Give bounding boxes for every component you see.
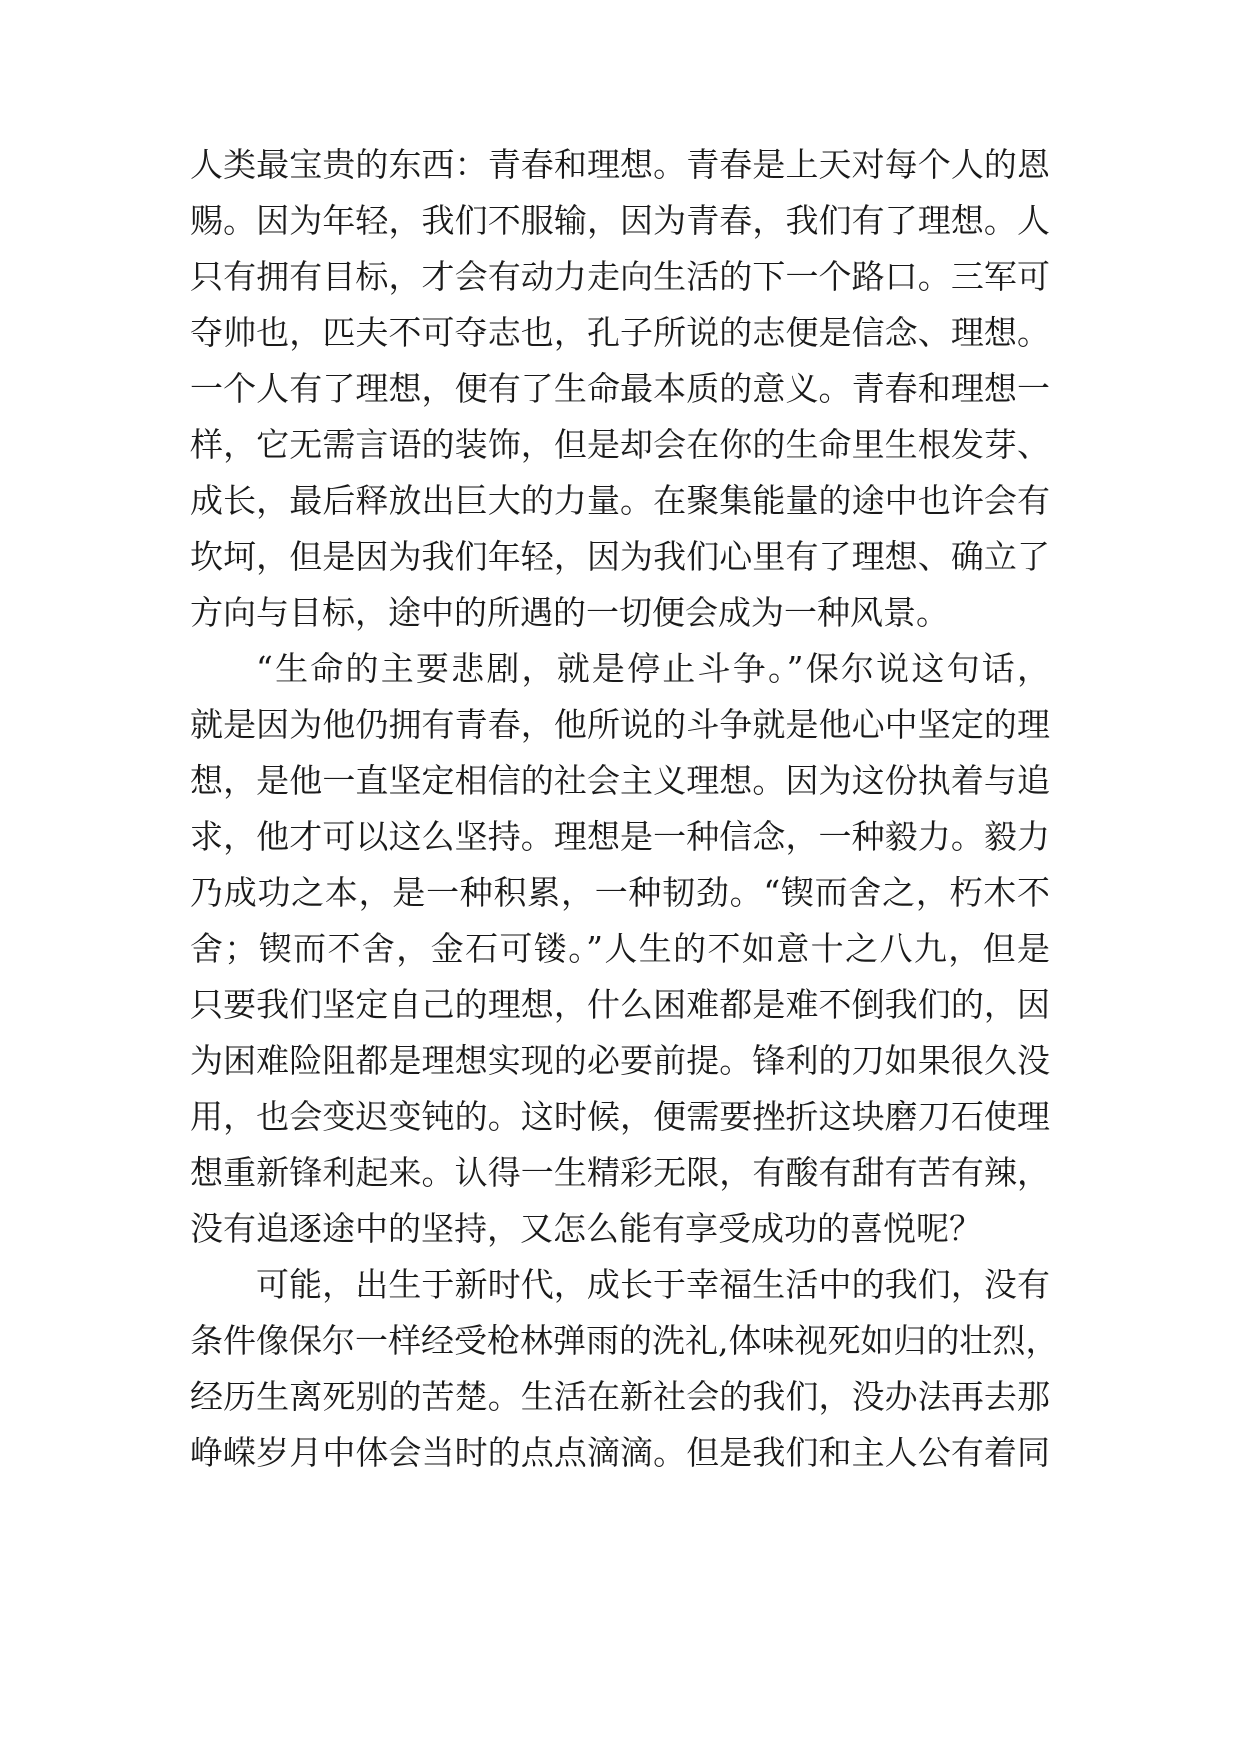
text-line: 可能，出生于新时代，成长于幸福生活中的我们，没有 — [256, 1265, 1050, 1304]
text-line: 人类最宝贵的东西：青春和理想。青春是上天对每个人的恩 — [190, 145, 1050, 184]
text-line: 没有追逐途中的坚持，又怎么能有享受成功的喜悦呢？ — [190, 1209, 982, 1248]
text-line: 为困难险阻都是理想实现的必要前提。锋利的刀如果很久没 — [190, 1041, 1050, 1080]
text-line: 一个人有了理想，便有了生命最本质的意义。青春和理想一 — [190, 369, 1050, 408]
text-line: 成长，最后释放出巨大的力量。在聚集能量的途中也许会有 — [190, 481, 1050, 520]
text-line: 坎坷，但是因为我们年轻，因为我们心里有了理想、确立了 — [190, 537, 1050, 576]
text-line: 赐。因为年轻，我们不服输，因为青春，我们有了理想。人 — [190, 201, 1050, 240]
text-line: 经历生离死别的苦楚。生活在新社会的我们，没办法再去那 — [190, 1377, 1050, 1416]
text-line: “生命的主要悲剧，就是停止斗争。”保尔说这句话， — [256, 649, 1050, 688]
text-line: 乃成功之本，是一种积累，一种韧劲。“锲而舍之，朽木不 — [190, 873, 1050, 912]
text-line: 样，它无需言语的装饰，但是却会在你的生命里生根发芽、 — [190, 425, 1050, 464]
text-line: 求，他才可以这么坚持。理想是一种信念，一种毅力。毅力 — [190, 817, 1050, 856]
text-line: 舍；锲而不舍，金石可镂。”人生的不如意十之八九，但是 — [190, 929, 1050, 968]
text-line: 想，是他一直坚定相信的社会主义理想。因为这份执着与追 — [190, 761, 1050, 800]
text-line: 方向与目标，途中的所遇的一切便会成为一种风景。 — [190, 593, 949, 632]
text-line: 峥嵘岁月中体会当时的点点滴滴。但是我们和主人公有着同 — [190, 1433, 1050, 1472]
text-line: 用，也会变迟变钝的。这时候，便需要挫折这块磨刀石使理 — [190, 1097, 1050, 1136]
text-line: 只有拥有目标，才会有动力走向生活的下一个路口。三军可 — [190, 257, 1050, 296]
text-line: 只要我们坚定自己的理想，什么困难都是难不倒我们的，因 — [190, 985, 1050, 1024]
text-line: 夺帅也，匹夫不可夺志也，孔子所说的志便是信念、理想。 — [190, 313, 1050, 352]
text-line: 就是因为他仍拥有青春，他所说的斗争就是他心中坚定的理 — [190, 705, 1050, 744]
text-line: 条件像保尔一样经受枪林弹雨的洗礼,体味视死如归的壮烈， — [190, 1321, 1059, 1360]
text-line: 想重新锋利起来。认得一生精彩无限，有酸有甜有苦有辣， — [190, 1153, 1050, 1192]
